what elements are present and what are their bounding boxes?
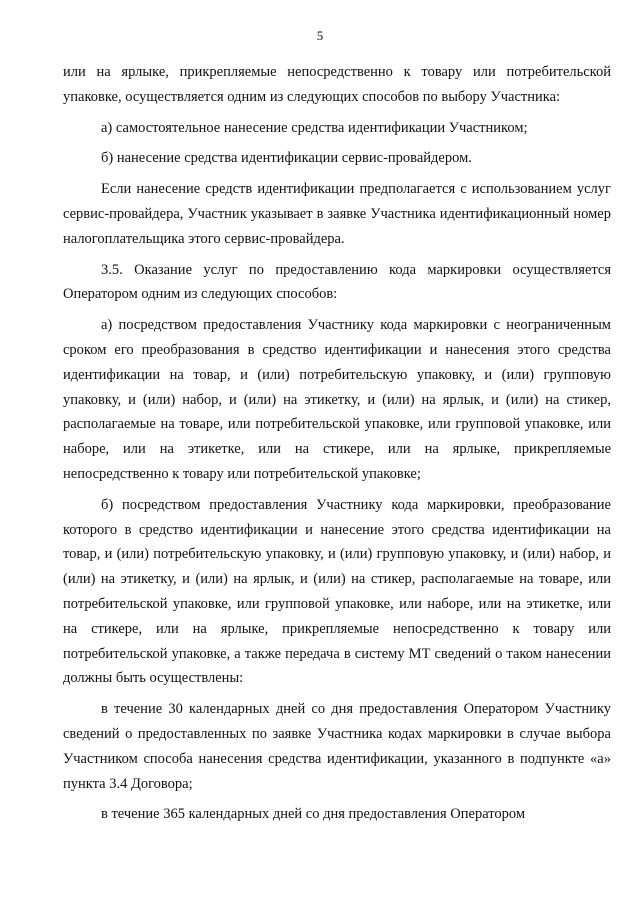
paragraph-continuation: или на ярлыке, прикрепляемые непосредственно к товару или потребительской упаковке, осуществляется одним из следующих способов по выбору Участника: bbox=[63, 64, 611, 105]
paragraph-option-b-service-provider: б) нанесение средства идентификации сервис-провайдером. bbox=[101, 150, 472, 167]
paragraph-method-a: а) посредством предоставления Участнику кода маркировки с неограниченным сроком его преобразования в средство идентификации и нанесения этого средства идентификации на товар, и (или) потребительскую упаковку, и (или) групповую упаковку, и (или) набор, и (или) на этикетку, и (или) на ярлык, и (или) на стикер, располагаемые на товаре, или потребительской упаковке, или групповой упаковке, или наборе, или на этикетке, или на стикере, или на ярлыке, прикрепляемые непосредственно к товару или потребительской упаковке; bbox=[63, 317, 611, 482]
paragraph-option-a-self-application: а) самостоятельное нанесение средства идентификации Участником; bbox=[101, 119, 528, 136]
paragraph-method-b: б) посредством предоставления Участнику кода маркировки, преобразование которого в средство идентификации и нанесение этого средства идентификации на товар, и (или) потребительскую упаковку, и (или) групповую упаковку, и (или) набор, и (или) на этикетку, и (или) на ярлык, и (или) на стикер, располагаемые на товаре, или потребительской упаковке, или групповой упаковке, или наборе, или на этикетке, или на стикере, или на ярлыке, прикрепляемые непосредственно к товару или потребительской упаковке, а также передача в систему МТ сведений о таком нанесении должны быть осуществлены: bbox=[63, 496, 611, 687]
page-number: 5 bbox=[316, 28, 324, 43]
paragraph-section-3-5: 3.5. Оказание услуг по предоставлению кода маркировки осуществляется Оператором одним из следующих способов: bbox=[63, 261, 611, 303]
document-body bbox=[63, 60, 611, 827]
paragraph-term-365-days: в течение 365 календарных дней со дня предоставления Оператором bbox=[101, 806, 526, 823]
paragraph-service-provider-inn: Если нанесение средств идентификации предполагается с использованием услуг сервис-провайдера, Участник указывает в заявке Участника идентификационный номер налогоплательщика этого сервис-провайдера. bbox=[63, 181, 611, 247]
paragraph-term-30-days: в течение 30 календарных дней со дня предоставления Оператором Участнику сведений о предоставленных по заявке Участника кодах маркировки в случае выбора Участником способа нанесения средства идентификации, указанного в подпункте «а» пункта 3.4 Договора; bbox=[63, 701, 611, 792]
